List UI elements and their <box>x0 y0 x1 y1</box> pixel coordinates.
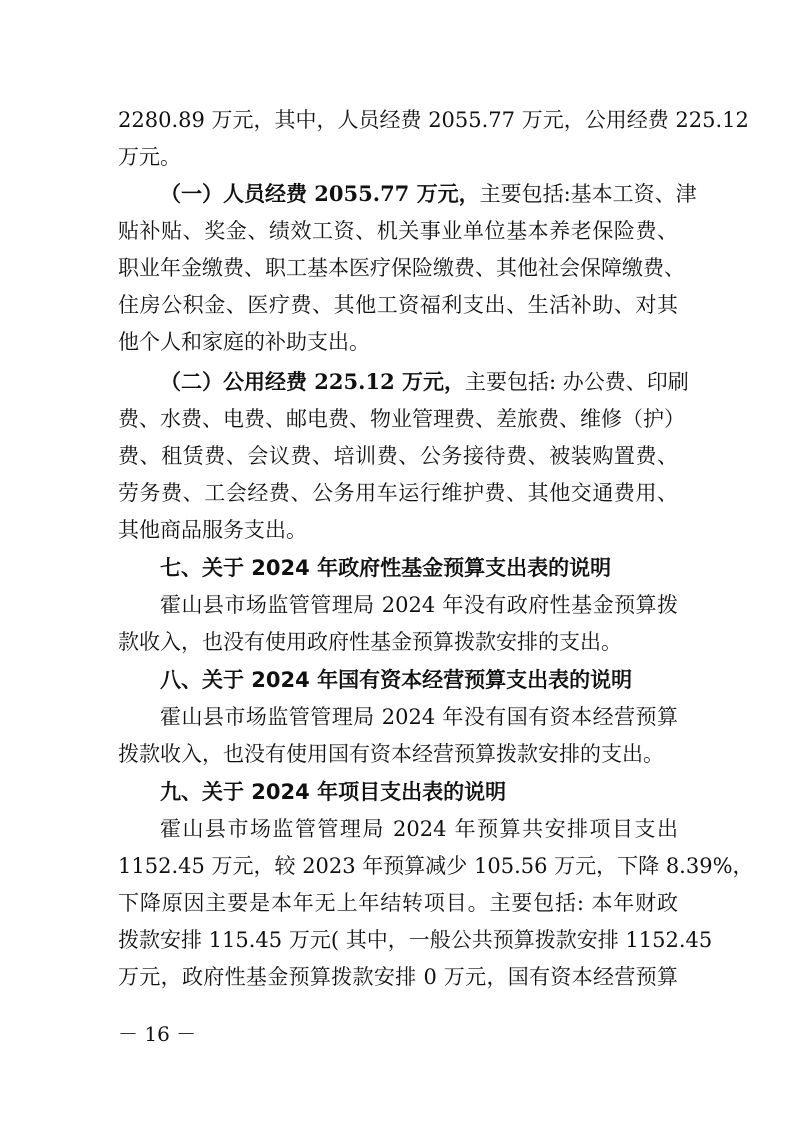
text-line: 万元，政府性基金预算拨款安排 0 万元，国有资本经营预算 <box>118 965 678 989</box>
text-line: 劳务费、工会经费、公务用车运行维护费、其他交通费用、 <box>118 481 678 505</box>
text-line: 万元。 <box>118 145 181 169</box>
text-span: 主要包括:基本工资、津 <box>479 182 697 206</box>
text-line: 拨款收入，也没有使用国有资本经营预算拨款安排的支出。 <box>118 742 664 766</box>
text-line: 其他商品服务支出。 <box>118 518 307 542</box>
text-line: 2280.89 万元，其中，人员经费 2055.77 万元，公用经费 225.12 <box>118 108 749 132</box>
text-line: 霍山县市场监管管理局 2024 年预算共安排项目支出 <box>160 817 678 841</box>
section-heading-7: 七、关于 2024 年政府性基金预算支出表的说明 <box>160 556 612 580</box>
text-line: 职业年金缴费、职工基本医疗保险缴费、其他社会保障缴费、 <box>118 256 685 280</box>
subheading-personnel: （一）人员经费 2055.77 万元， <box>160 181 480 206</box>
text-line: 他个人和家庭的补助支出。 <box>118 330 370 354</box>
text-line: 1152.45 万元，较 2023 年预算减少 105.56 万元，下降 8.39%， <box>118 854 754 878</box>
text-span: 主要包括: 办公费、印刷 <box>465 370 689 394</box>
text-line: 贴补贴、奖金、绩效工资、机关事业单位基本养老保险费、 <box>118 219 678 243</box>
page-number: － 16 － <box>118 1022 197 1046</box>
text-line: 费、水费、电费、邮电费、物业管理费、差旅费、维修（护） <box>118 407 685 431</box>
paragraph-personnel <box>160 180 697 208</box>
text-line: 费、租赁费、会议费、培训费、公务接待费、被装购置费、 <box>118 444 678 468</box>
text-line: 住房公积金、医疗费、其他工资福利支出、生活补助、对其 <box>118 293 678 317</box>
paragraph-public <box>160 368 689 396</box>
text-line: 霍山县市场监管管理局 2024 年没有国有资本经营预算 <box>160 705 678 729</box>
text-line: 款收入，也没有使用政府性基金预算拨款安排的支出。 <box>118 630 622 654</box>
section-heading-9: 九、关于 2024 年项目支出表的说明 <box>160 780 507 804</box>
text-line: 下降原因主要是本年无上年结转项目。主要包括: 本年财政 <box>118 891 678 915</box>
text-line: 霍山县市场监管管理局 2024 年没有政府性基金预算拨 <box>160 593 678 617</box>
section-heading-8: 八、关于 2024 年国有资本经营预算支出表的说明 <box>160 668 633 692</box>
subheading-public: （二）公用经费 225.12 万元， <box>160 369 465 394</box>
text-line: 拨款安排 115.45 万元( 其中，一般公共预算拨款安排 1152.45 <box>118 928 713 952</box>
